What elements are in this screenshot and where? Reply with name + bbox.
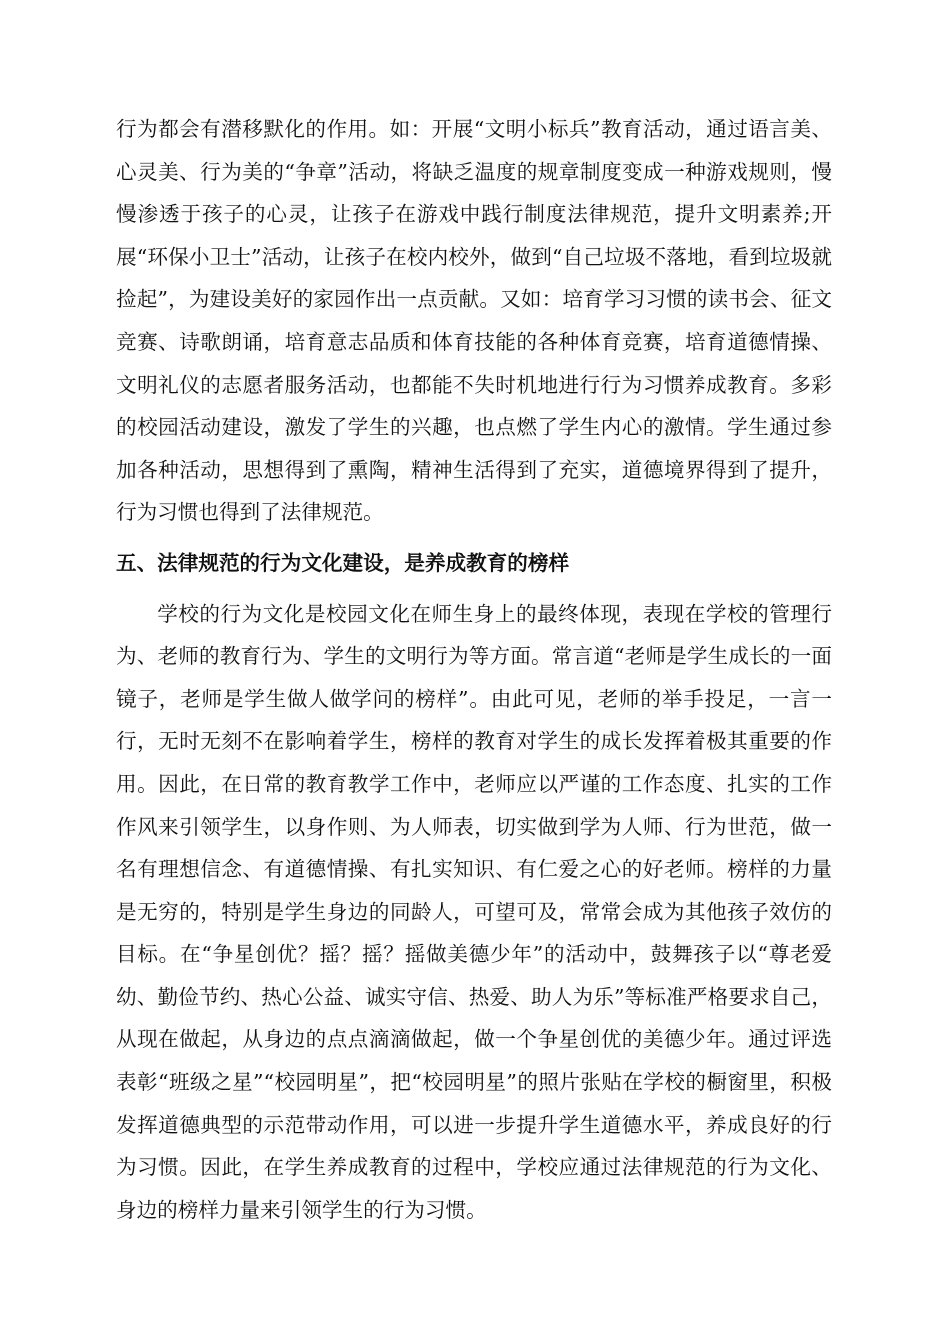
paragraph-behavior-culture: 学校的行为文化是校园文化在师生身上的最终体现，表现在学校的管理行为、老师的教育行为、学生的文明行为等方面。常言道“老师是学生成长的一面镜子，老师是学生做人做学问的榜样”。由此可见，老师的举手投足，一言一行，无时无刻不在影响着学生，榜样的教育对学生的成长发挥着极其重要的作用。因此，在日常的教育教学工作中，老师应以严谨的工作态度、扎实的工作作风来引领学生，以身作则、为人师表，切实做到学为人师、行为世范，做一名有理想信念、有道德情操、有扎实知识、有仁爱之心的好老师。榜样的力量是无穷的，特别是学生身边的同龄人，可望可及，常常会成为其他孩子效仿的目标。在“争星创优？摇？摇？摇做美德少年”的活动中，鼓舞孩子以“尊老爱幼、勤俭节约、热心公益、诚实守信、热爱、助人为乐”等标准严格要求自己，从现在做起，从身边的点点滴滴做起，做一个争星创优的美德少年。通过评选表彰“班级之星”“校园明星”，把“校园明星”的照片张贴在学校的橱窗里，积极发挥道德典型的示范带动作用，可以进一步提升学生道德水平，养成良好的行为习惯。因此，在学生养成教育的过程中，学校应通过法律规范的行为文化、身边的榜样力量来引领学生的行为习惯。 — [116, 601, 832, 1222]
section-heading: 五、法律规范的行为文化建设，是养成教育的榜样 — [116, 550, 570, 575]
paragraph-continued: 行为都会有潜移默化的作用。如：开展“文明小标兵”教育活动，通过语言美、心灵美、行为美的“争章”活动，将缺乏温度的规章制度变成一种游戏规则，慢慢渗透于孩子的心灵，让孩子在游戏中践行制度法律规范，提升文明素养;开展“环保小卫士”活动，让孩子在校内校外，做到“自己垃圾不落地，看到垃圾就捡起”，为建设美好的家园作出一点贡献。又如：培育学习习惯的读书会、征文竞赛、诗歌朗诵，培育意志品质和体育技能的各种体育竞赛，培育道德情操、文明礼仪的志愿者服务活动，也都能不失时机地进行行为习惯养成教育。多彩的校园活动建设，激发了学生的兴趣，也点燃了学生内心的激情。学生通过参加各种活动，思想得到了熏陶，精神生活得到了充实，道德境界得到了提升，行为习惯也得到了法律规范。 — [116, 117, 832, 525]
document-page — [116, 108, 832, 1231]
